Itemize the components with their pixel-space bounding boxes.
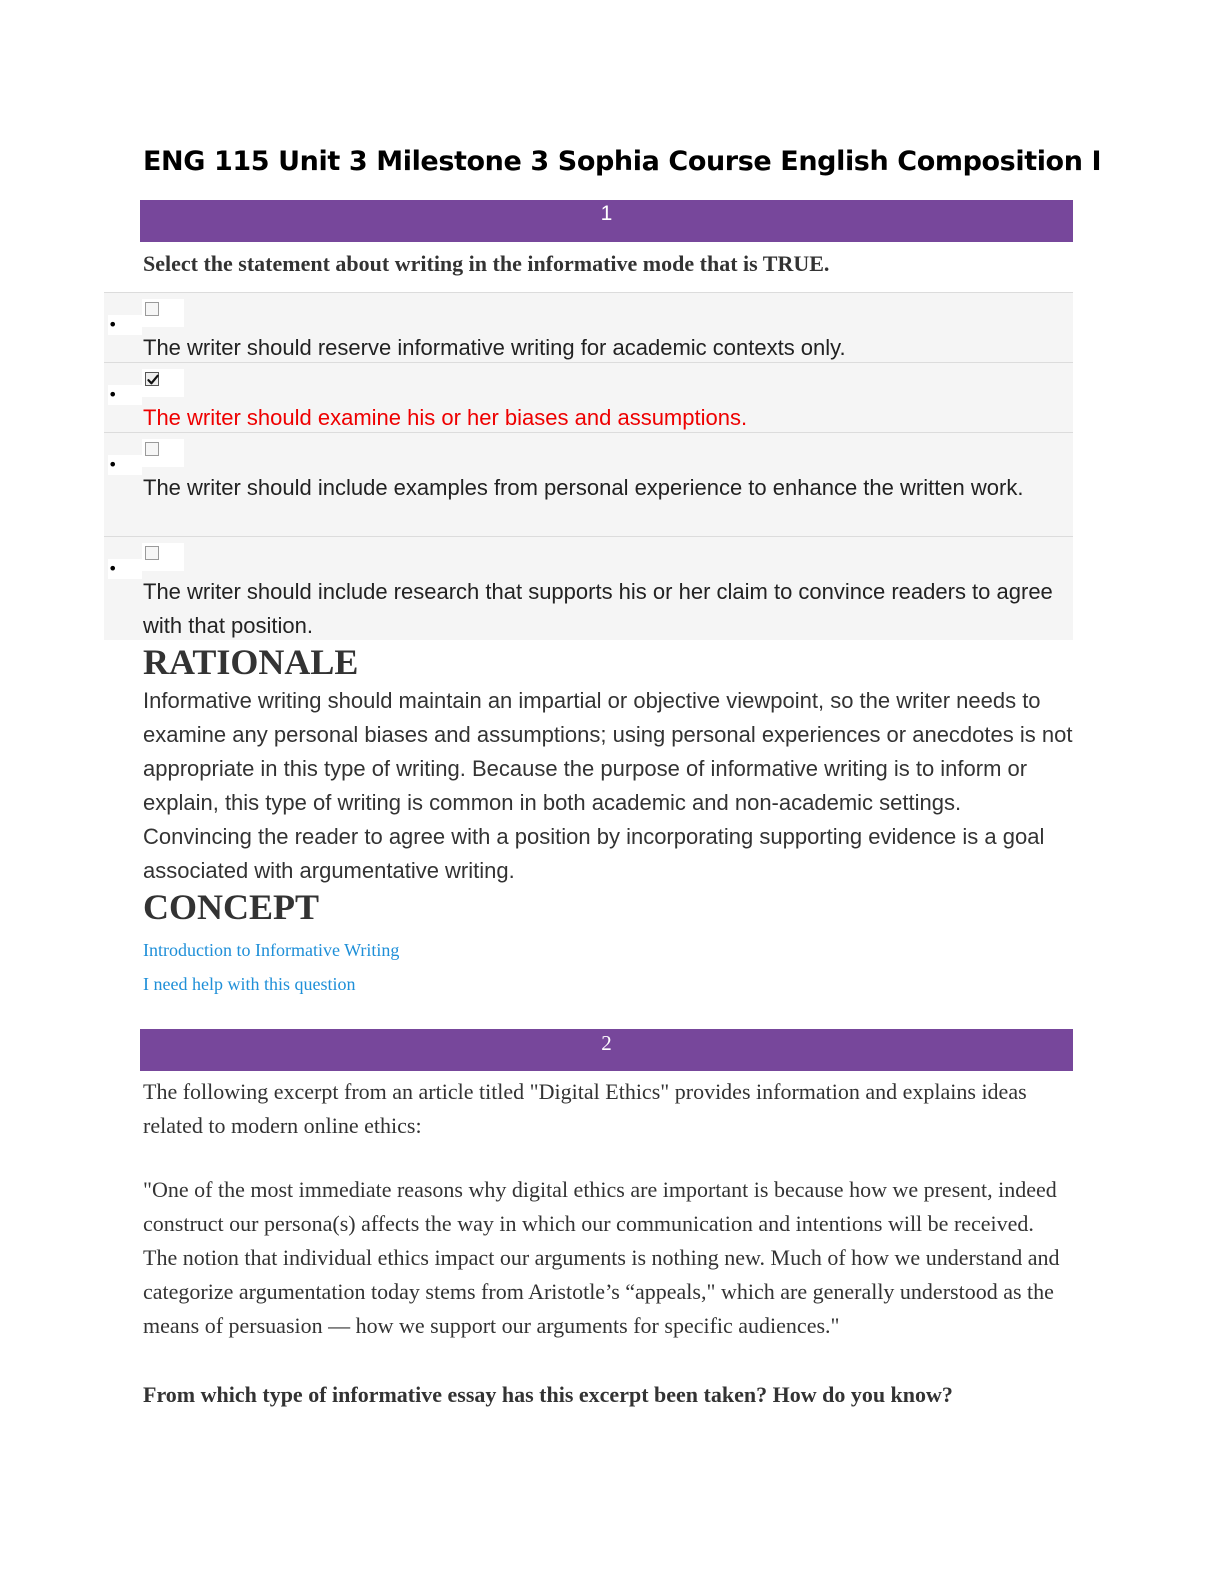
help-link[interactable]: I need help with this question [143, 974, 356, 994]
answer-option[interactable] [104, 432, 1073, 537]
answer-option[interactable] [104, 292, 1073, 363]
question-2-intro: The following excerpt from an article titled "Digital Ethics" provides information and explains ideas related to modern online ethics: [143, 1079, 1027, 1138]
answer-option-text: The writer should include research that supports his or her claim to convince readers to agree with that position. [143, 579, 1053, 638]
document-title: ENG 115 Unit 3 Milestone 3 Sophia Course English Composition I [143, 146, 1102, 177]
rationale-heading: RATIONALE [143, 642, 359, 682]
question-2-number: 2 [601, 1031, 612, 1055]
answer-option-text-correct: The writer should examine his or her biases and assumptions. [143, 405, 748, 430]
list-bullet: • [108, 385, 142, 405]
answer-option-selected[interactable] [104, 362, 1073, 433]
answer-checkbox[interactable] [145, 442, 159, 456]
answer-option[interactable] [104, 536, 1073, 640]
answer-checkbox[interactable] [145, 302, 159, 316]
concept-link-informative-writing[interactable]: Introduction to Informative Writing [143, 940, 400, 960]
list-bullet: • [108, 559, 142, 579]
answer-option-text: The writer should include examples from personal experience to enhance the written work. [143, 475, 1024, 500]
concept-heading: CONCEPT [143, 887, 320, 927]
question-1-number: 1 [600, 202, 613, 225]
answer-checkbox[interactable] [145, 546, 159, 560]
question-2-header-bar [140, 1029, 1073, 1071]
question-2-prompt: From which type of informative essay has this excerpt been taken? How do you know? [143, 1382, 953, 1407]
question-1-prompt: Select the statement about writing in the informative mode that is TRUE. [143, 251, 830, 276]
question-2-excerpt: "One of the most immediate reasons why digital ethics are important is because how we present, indeed construct our persona(s) affects the way in which our communication and intentions will be received. The notion that individual ethics impact our arguments is nothing new. Much of how we understand and categorize argumentation today stems from Aristotle’s “appeals," which are generally understood as the means of persuasion — how we support our arguments for specific audiences." [143, 1177, 1060, 1338]
rationale-text: Informative writing should maintain an impartial or objective viewpoint, so the writer needs to examine any personal biases and assumptions; using personal experiences or anecdotes is not appropriate in this type of writing. Because the purpose of informative writing is to inform or explain, this type of writing is common in both academic and non-academic settings. Convincing the reader to agree with a position by incorporating supporting evidence is a goal associated with argumentative writing. [143, 688, 1073, 883]
list-bullet: • [108, 455, 142, 475]
answer-checkbox-checked[interactable] [145, 372, 159, 386]
question-1-header-bar [140, 200, 1073, 242]
checkmark-icon [146, 373, 160, 387]
answer-option-text: The writer should reserve informative writing for academic contexts only. [143, 335, 846, 360]
list-bullet: • [108, 315, 142, 335]
